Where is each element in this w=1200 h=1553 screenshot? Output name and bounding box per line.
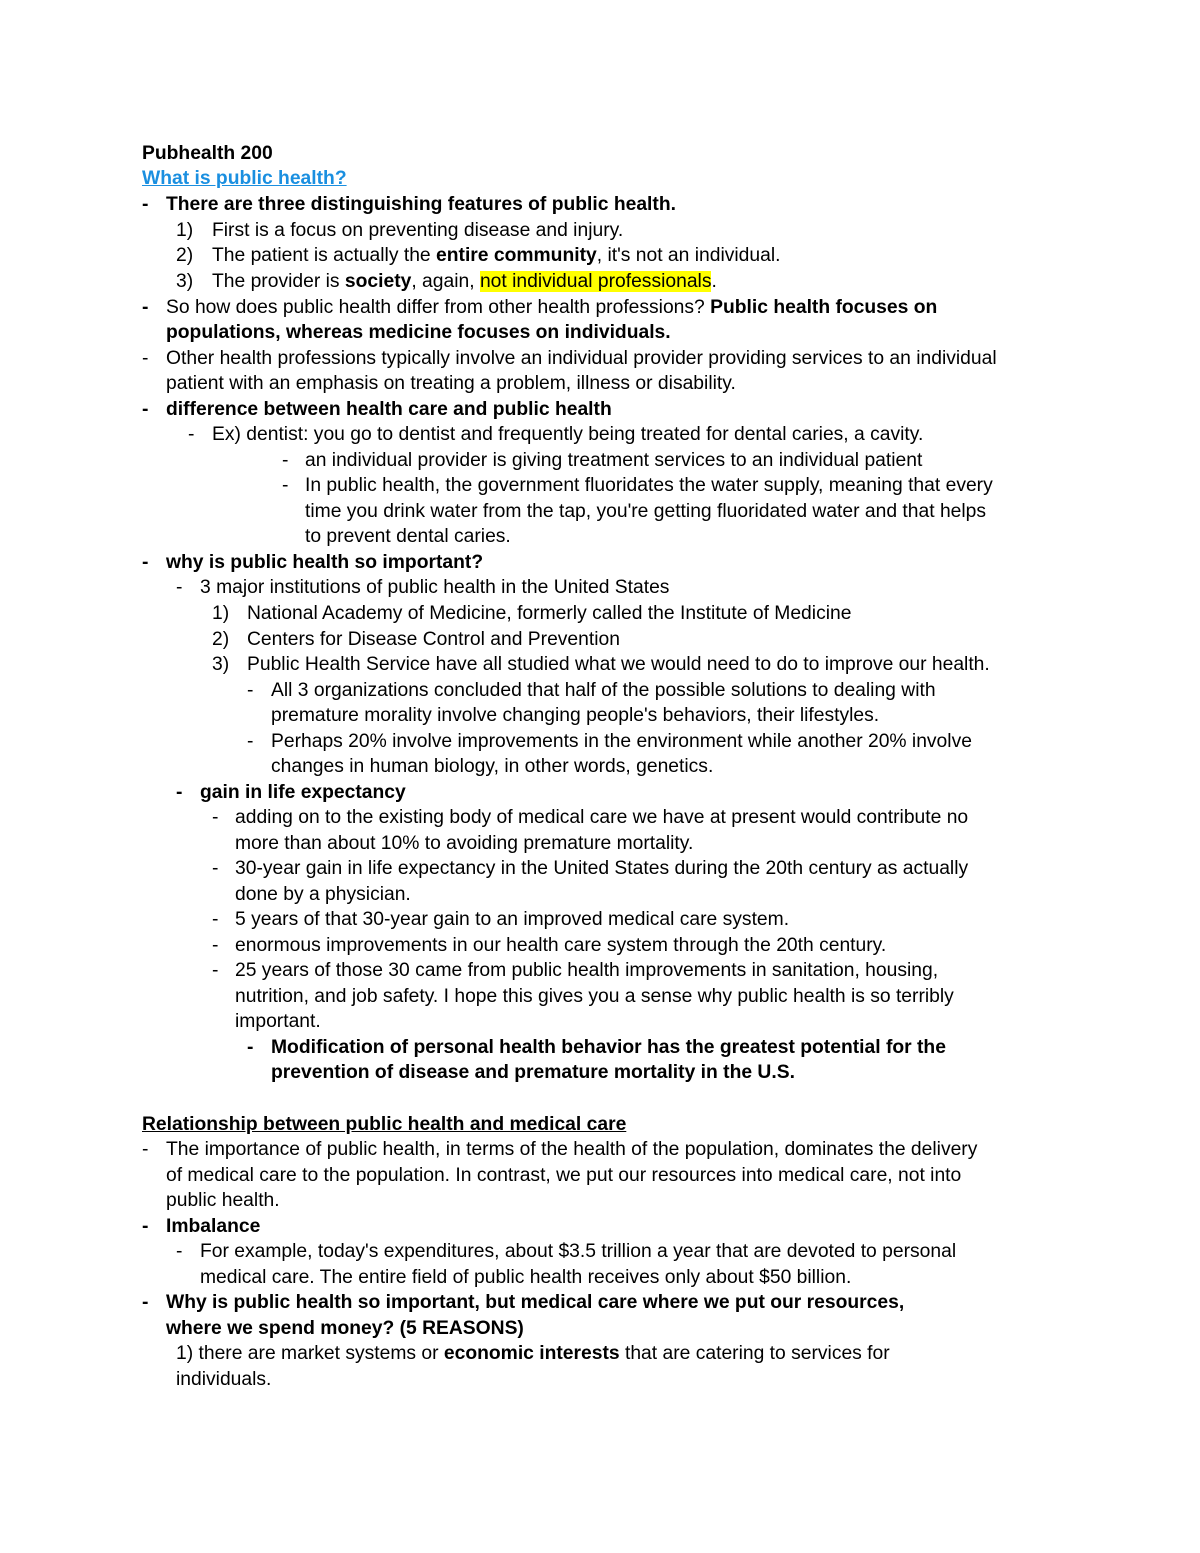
text-run: that are catering to services for xyxy=(619,1343,890,1364)
bullet-dash: - xyxy=(282,475,289,496)
list-number: 3) xyxy=(176,271,194,292)
bullet-other-professions-cont: patient with an emphasis on treating a problem, illness or disability. xyxy=(166,373,736,394)
bullet-dash: - xyxy=(212,807,219,828)
bullet-three-features: There are three distinguishing features of public health. xyxy=(166,194,676,215)
bullet-dash: - xyxy=(142,399,149,420)
reason-1-cont: individuals. xyxy=(176,1369,272,1390)
institutions-intro: 3 major institutions of public health in the United States xyxy=(200,577,670,598)
text-run: The patient is actually the xyxy=(212,245,437,266)
list-item-provider xyxy=(212,269,717,294)
page-title: Pubhealth 200 xyxy=(142,143,273,164)
reason-1 xyxy=(176,1341,890,1366)
bullet-dash: - xyxy=(282,450,289,471)
section-heading-what-is-public-health[interactable]: What is public health? xyxy=(142,168,347,189)
list-number: 2) xyxy=(176,245,194,266)
gain-30-year: 30-year gain in life expectancy in the United States during the 20th century as actually xyxy=(235,858,969,879)
list-number: 1) xyxy=(212,603,230,624)
institution-nam: National Academy of Medicine, formerly called the Institute of Medicine xyxy=(247,603,852,624)
bullet-dash: - xyxy=(142,348,149,369)
bullet-dash: - xyxy=(247,1037,254,1058)
imbalance-expenditures-cont: medical care. The entire field of public health receives only about $50 billion. xyxy=(200,1267,852,1288)
bullet-five-reasons: Why is public health so important, but medical care where we put our resources, xyxy=(166,1292,905,1313)
bold-text: entire community xyxy=(436,245,597,266)
bold-text: economic interests xyxy=(443,1343,620,1364)
list-number: 2) xyxy=(212,629,230,650)
bullet-health-care-vs-public-health: difference between health care and public health xyxy=(166,399,612,420)
relationship-importance: The importance of public health, in terms of the health of the population, dominates the delivery xyxy=(166,1139,978,1160)
bullet-differ-professions xyxy=(166,295,937,320)
text-run: 1) there are market systems or xyxy=(176,1343,444,1364)
bullet-dash: - xyxy=(247,680,254,701)
bullet-dash: - xyxy=(212,960,219,981)
bullet-differ-professions-cont: populations, whereas medicine focuses on individuals. xyxy=(166,322,671,343)
conclusion-behaviors: All 3 organizations concluded that half of the possible solutions to dealing with xyxy=(271,680,936,701)
text-run: , again, xyxy=(411,271,480,292)
gain-medical-care-cont: more than about 10% to avoiding premature mortality. xyxy=(235,833,694,854)
highlighted-text: not individual professionals xyxy=(479,271,712,292)
bullet-dash: - xyxy=(142,552,149,573)
bullet-dash: - xyxy=(188,424,195,445)
list-item-prevention: First is a focus on preventing disease and injury. xyxy=(212,220,624,241)
bullet-imbalance: Imbalance xyxy=(166,1216,261,1237)
text-run: So how does public health differ from other health professions? xyxy=(166,297,711,318)
gain-enormous-improvements: enormous improvements in our health care system through the 20th century. xyxy=(235,935,887,956)
list-item-community xyxy=(212,243,780,268)
bold-text: Public health focuses on xyxy=(710,297,938,318)
gain-medical-care: adding on to the existing body of medical care we have at present would contribute no xyxy=(235,807,969,828)
gain-25-years-cont: nutrition, and job safety. I hope this gives you a sense why public health is so terribly xyxy=(235,986,954,1007)
list-number: 3) xyxy=(212,654,230,675)
example-fluoride-cont: time you drink water from the tap, you're getting fluoridated water and that helps xyxy=(305,501,987,522)
section-heading-relationship: Relationship between public health and medical care xyxy=(142,1114,627,1135)
gain-25-years: 25 years of those 30 came from public health improvements in sanitation, housing, xyxy=(235,960,939,981)
bullet-dash: - xyxy=(142,194,149,215)
example-dentist: Ex) dentist: you go to dentist and frequently being treated for dental caries, a cavity. xyxy=(212,424,924,445)
bullet-dash: - xyxy=(142,1216,149,1237)
relationship-importance-cont: of medical care to the population. In contrast, we put our resources into medical care, not into xyxy=(166,1165,962,1186)
text-run: . xyxy=(711,271,717,292)
conclusion-behaviors-cont: premature morality involve changing people's behaviors, their lifestyles. xyxy=(271,705,880,726)
bullet-five-reasons-cont: where we spend money? (5 REASONS) xyxy=(166,1318,524,1339)
gain-30-year-cont: done by a physician. xyxy=(235,884,411,905)
modification-behavior: Modification of personal health behavior has the greatest potential for the xyxy=(271,1037,946,1058)
bullet-dash: - xyxy=(176,577,183,598)
bullet-dash: - xyxy=(142,1139,149,1160)
bullet-other-professions: Other health professions typically involve an individual provider providing services to an individual xyxy=(166,348,997,369)
example-individual-provider: an individual provider is giving treatment services to an individual patient xyxy=(305,450,923,471)
bullet-gain-life-expectancy: gain in life expectancy xyxy=(200,782,406,803)
modification-behavior-cont: prevention of disease and premature mortality in the U.S. xyxy=(271,1062,795,1083)
text-run: , it's not an individual. xyxy=(596,245,781,266)
imbalance-expenditures: For example, today's expenditures, about $3.5 trillion a year that are devoted to personal xyxy=(200,1241,957,1262)
bullet-dash: - xyxy=(176,1241,183,1262)
bold-text: society xyxy=(344,271,412,292)
bullet-dash: - xyxy=(176,782,183,803)
list-number: 1) xyxy=(176,220,194,241)
example-fluoride-cont: to prevent dental caries. xyxy=(305,526,511,547)
bullet-dash: - xyxy=(212,935,219,956)
gain-5-years: 5 years of that 30-year gain to an improved medical care system. xyxy=(235,909,790,930)
institution-cdc: Centers for Disease Control and Prevention xyxy=(247,629,620,650)
bullet-dash: - xyxy=(212,858,219,879)
bullet-dash: - xyxy=(212,909,219,930)
relationship-importance-cont: public health. xyxy=(166,1190,280,1211)
institution-phs: Public Health Service have all studied what we would need to do to improve our health. xyxy=(247,654,990,675)
gain-25-years-cont: important. xyxy=(235,1011,321,1032)
bullet-dash: - xyxy=(142,297,149,318)
bullet-dash: - xyxy=(247,731,254,752)
bullet-dash: - xyxy=(142,1292,149,1313)
example-fluoride: In public health, the government fluoridates the water supply, meaning that every xyxy=(305,475,993,496)
bullet-why-important: why is public health so important? xyxy=(166,552,484,573)
text-run: The provider is xyxy=(212,271,345,292)
conclusion-environment-cont: changes in human biology, in other words, genetics. xyxy=(271,756,714,777)
conclusion-environment: Perhaps 20% involve improvements in the environment while another 20% involve xyxy=(271,731,972,752)
